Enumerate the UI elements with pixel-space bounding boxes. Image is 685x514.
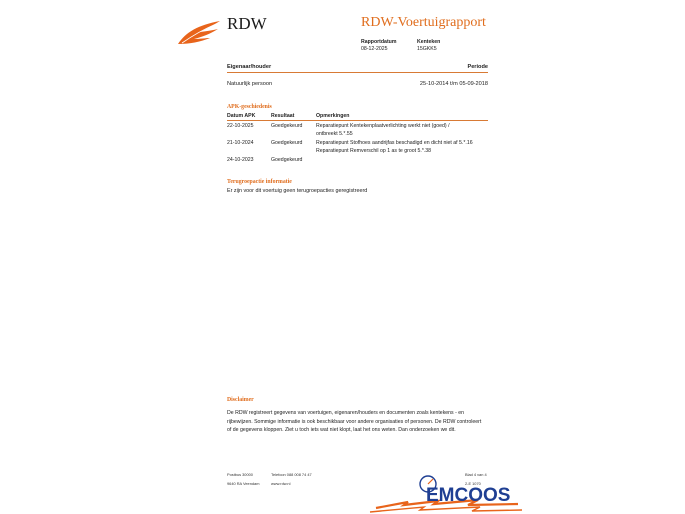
footer-phone: Telefoon 088 008 74 47 xyxy=(271,472,312,477)
apk-remarks xyxy=(316,140,488,155)
remark-line: ontbreekt 5.*.55 xyxy=(316,130,353,137)
disclaimer-title: Disclaimer xyxy=(227,397,254,403)
remark-line: Reparatiepunt Stofhoes aandrijfas beschadigd en dicht niet af 5.*.16 xyxy=(316,140,473,147)
table-row xyxy=(227,123,488,138)
owner-column-header: Eigenaar/houder xyxy=(227,64,272,70)
period-value: 25-10-2014 t/m 05-09-2018 xyxy=(419,81,488,87)
remark-line: Reparatiepunt Kentekenplaatverlichting werkt niet (goed) / xyxy=(316,123,450,129)
footer-contact xyxy=(271,470,312,488)
apk-table xyxy=(227,112,488,165)
brand-name: RDW xyxy=(227,14,267,33)
plate-value: 15GKK5 xyxy=(417,46,437,52)
apk-date: 22-10-2025 xyxy=(227,123,254,129)
report-date-label: Rapportdatum xyxy=(361,39,397,45)
plate-block xyxy=(417,39,440,53)
footer-address xyxy=(227,470,259,488)
emcoos-watermark-logo xyxy=(368,474,524,514)
report-date-value: 08-12-2025 xyxy=(361,46,388,52)
owner-divider xyxy=(227,72,488,73)
recall-section-title: Terugroepactie informatie xyxy=(227,179,292,185)
footer-city: 9640 RA Veendam xyxy=(227,481,260,486)
apk-result: Goedgekeurd xyxy=(271,123,303,129)
footer-postbus: Postbus 30000 xyxy=(227,472,253,477)
apk-remarks xyxy=(316,123,488,138)
apk-result: Goedgekeurd xyxy=(271,140,303,147)
report-date-block xyxy=(361,39,396,53)
disclaimer-text: De RDW registreert gegevens van voertuigen, eigenaren/houders en documenten zoals kentekens - en rijbewijzen. Sommige informatie is ook beschikbaar voor andere organisaties of personen. De RDW controleert of de gegevens kloppen. Ziet u toch iets wat niet klopt, laat het ons weten. Dan onderzoeken we dit. xyxy=(227,410,482,434)
table-row xyxy=(227,140,488,155)
owner-value: Natuurlijk persoon xyxy=(227,81,273,87)
watermark-text: EMCOOS xyxy=(426,485,511,506)
plate-label: Kenteken xyxy=(417,39,441,45)
report-title: RDW-Voertuigrapport xyxy=(361,15,486,30)
table-row xyxy=(227,157,488,165)
apk-table-header xyxy=(227,112,488,120)
apk-remarks xyxy=(316,157,488,165)
rdw-logo-icon xyxy=(176,20,222,46)
footer-page: Blad 4 van 4 xyxy=(465,472,487,477)
apk-divider xyxy=(227,120,488,121)
apk-result: Goedgekeurd xyxy=(271,157,303,164)
apk-col-result: Resultaat xyxy=(271,113,295,119)
apk-col-date: Datum APK xyxy=(227,113,256,119)
owner-row xyxy=(227,81,488,87)
owner-table-header xyxy=(227,64,488,70)
apk-date: 24-10-2023 xyxy=(227,157,254,164)
apk-section-title: APK-geschiedenis xyxy=(227,104,272,110)
apk-date: 21-10-2024 xyxy=(227,140,254,147)
remark-line: Reparatiepunt Remverschil op 1 as te groot 5.*.38 xyxy=(316,147,432,154)
footer-code: 2-E 1070 xyxy=(465,481,481,486)
period-column-header: Periode xyxy=(467,64,488,70)
recall-text: Er zijn voor dit voertuig geen terugroepacties geregistreerd xyxy=(227,188,368,194)
apk-col-remarks: Opmerkingen xyxy=(316,113,350,119)
footer-web: www.rdw.nl xyxy=(271,481,291,486)
